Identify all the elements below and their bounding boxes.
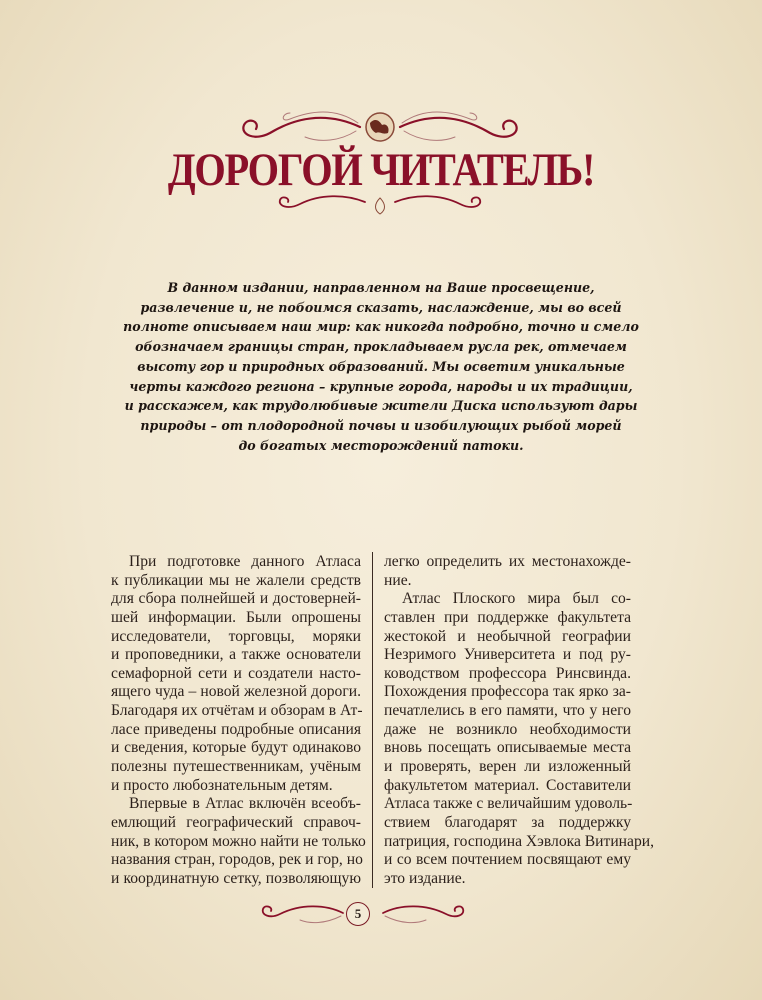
text-line: и координатную сетку, позволяющую	[111, 869, 361, 887]
text-line: Атлас Плоского мира был со-	[402, 590, 631, 608]
page-number: 5	[346, 902, 370, 926]
text-line: даже не возникло необходимости	[384, 720, 631, 738]
bottom-title-flourish-ornament	[270, 190, 490, 220]
intro-line: развлечение и, не побоимся сказать, наслаждение, мы во всей	[140, 299, 622, 315]
text-line: ние.	[384, 571, 412, 589]
text-line: и проповедники, а также основатели	[111, 646, 361, 664]
text-line: ласе приведены подробные описания	[111, 720, 361, 738]
text-line: шей информации. Были опрошены	[111, 608, 361, 626]
text-line: полезны путешественникам, учёным	[111, 758, 361, 776]
intro-line: обозначаем границы стран, прокладываем русла рек, отмечаем	[135, 339, 627, 355]
text-line: это издание.	[384, 869, 466, 887]
text-line: исследователи, торговцы, моряки	[111, 627, 361, 645]
intro-line: до богатых месторождений патоки.	[238, 437, 524, 453]
text-line: Впервые в Атлас включён всеобъ-	[129, 795, 361, 813]
text-line: Незримого Университета и под ру-	[384, 646, 631, 664]
text-line: и сведения, которые будут одинаково	[111, 739, 361, 757]
text-line: ник, в котором можно найти не только	[111, 832, 366, 850]
text-line: При подготовке данного Атласа	[129, 553, 361, 570]
intro-line: и расскажем, как трудолюбивые жители Диска используют дары	[124, 398, 638, 414]
text-line: легко определить их местонахожде-	[384, 553, 631, 570]
intro-line: высоту гор и природных образований. Мы осветим уникальные	[137, 358, 625, 374]
text-line: патриция, господина Хэвлока Витинари,	[384, 832, 654, 850]
text-line: ководством профессора Ринсвинда.	[384, 664, 631, 682]
column-divider	[372, 552, 373, 888]
text-line: и проверять, верен ли изложенный	[384, 758, 631, 776]
text-line: к публикации мы не жалели средств	[111, 571, 361, 589]
text-line: вновь посещать описываемые места	[384, 739, 631, 757]
text-line: для сбора полнейшей и достоверней-	[111, 590, 361, 608]
text-line: Атласа также с величайшим удоволь-	[384, 795, 633, 813]
text-line: Похождения профессора так ярко за-	[384, 683, 631, 701]
text-line: ставлен при поддержке факультета	[384, 608, 631, 626]
globe-icon	[366, 113, 394, 141]
text-line: Благодаря их отчётам и обзорам в Ат-	[111, 702, 363, 720]
intro-paragraph	[120, 278, 642, 455]
text-line: ствием благодарят за поддержку	[384, 813, 631, 831]
page-number-flourish-ornament	[255, 898, 505, 928]
text-line: названия стран, городов, рек и гор, но	[111, 851, 363, 869]
text-line: жестокой и необычной географии	[384, 627, 631, 645]
text-line: и просто любознательным детям.	[111, 776, 333, 794]
text-line: факультетом материал. Составители	[384, 776, 631, 794]
text-line: печатлелись в его памяти, что у него	[384, 702, 631, 720]
text-line: емлющий географический справоч-	[111, 813, 361, 831]
text-line: и со всем почтением посвящают ему	[384, 851, 631, 869]
text-line: ящего чуда – новой железной дороги.	[111, 683, 361, 701]
left-text-column	[111, 553, 366, 889]
intro-line: В данном издании, направленном на Ваше просвещение,	[167, 280, 595, 295]
intro-line: черты каждого региона – крупные города, народы и их традиции,	[129, 378, 633, 394]
intro-line: полноте описываем наш мир: как никогда подробно, точно и смело	[123, 319, 639, 335]
text-line: семафорной сети и создатели насто-	[111, 664, 361, 682]
page-title: ДОРОГОЙ ЧИТАТЕЛЬ!	[167, 144, 595, 196]
intro-line: природы – от плодородной почвы и изобилующих рыбой морей	[140, 417, 622, 433]
right-text-column	[384, 553, 654, 889]
